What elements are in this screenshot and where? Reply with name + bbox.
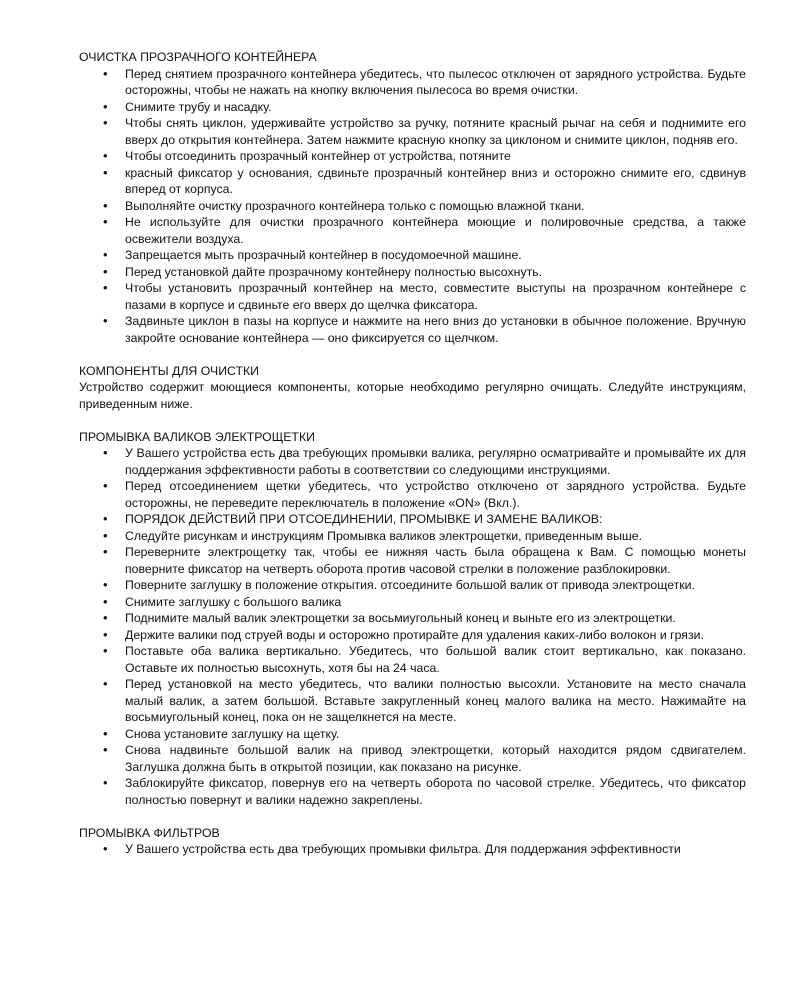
- list-item: • Снова надвиньте большой валик на привод электрощетки, который находится рядом сдвигателем. Заглушка должна быть в открытой позиции, как показано на рисунке.: [79, 742, 746, 775]
- list-item: • Снова установите заглушку на щетку.: [79, 726, 746, 743]
- list-item: • Запрещается мыть прозрачный контейнер в посудомоечной машине.: [79, 247, 746, 264]
- section-filters: [79, 825, 746, 858]
- list-item: • Перед установкой на место убедитесь, что валики полностью высохли. Установите на место сначала малый валик, а затем большой. Вставьте закругленный конец малого валика на место. Нажимайте на восьмиугольный конец, пока он не защелкнется на месте.: [79, 676, 746, 726]
- list-item: • Поставьте оба валика вертикально. Убедитесь, что большой валик стоит вертикально, как показано. Оставьте их полностью высохнуть, хотя бы на 24 часа.: [79, 643, 746, 676]
- section-heading: ПРОМЫВКА ФИЛЬТРОВ: [79, 825, 220, 840]
- list-item: • Задвиньте циклон в пазы на корпусе и нажмите на него вниз до установки в обычное положение. Вручную закройте основание контейнера — оно фиксируется со щелчком.: [79, 313, 746, 346]
- list-item: • Перед снятием прозрачного контейнера убедитесь, что пылесос отключен от зарядного устройства. Будьте осторожны, чтобы не нажать на кнопку включения пылесоса во время очистки.: [79, 66, 746, 99]
- bullet-list: [79, 66, 746, 347]
- section-heading: ПРОМЫВКА ВАЛИКОВ ЭЛЕКТРОЩЕТКИ: [79, 429, 315, 444]
- list-item: • Заблокируйте фиксатор, повернув его на четверть оборота по часовой стрелке. Убедитесь, что фиксатор полностью повернут и валики надежно закреплены.: [79, 775, 746, 808]
- list-item: • Держите валики под струей воды и осторожно протирайте для удаления каких-либо волокон и грязи.: [79, 627, 746, 644]
- list-item: • Чтобы снять циклон, удерживайте устройство за ручку, потяните красный рычаг на себя и поднимите его вверх до открытия контейнера. Затем нажмите красную кнопку за циклоном и снимите циклон, подняв его.: [79, 115, 746, 148]
- list-item: • Перед установкой дайте прозрачному контейнеру полностью высохнуть.: [79, 264, 746, 281]
- document-body: [79, 49, 746, 874]
- list-item: • Переверните электрощетку так, чтобы ее нижняя часть была обращена к Вам. С помощью монеты поверните фиксатор на четверть оборота против часовой стрелки в положение разблокировки.: [79, 544, 746, 577]
- bullet-list: [79, 841, 746, 858]
- list-item: • Чтобы установить прозрачный контейнер на место, совместите выступы на прозрачном контейнере с пазами в корпусе и сдвиньте его вверх до щелчка фиксатора.: [79, 280, 746, 313]
- list-item: • Поверните заглушку в положение открытия. отсоедините большой валик от привода электрощетки.: [79, 577, 746, 594]
- list-item: • Следуйте рисункам и инструкциям Промывка валиков электрощетки, приведенным выше.: [79, 528, 746, 545]
- list-item: • Чтобы отсоединить прозрачный контейнер от устройства, потяните: [79, 148, 746, 165]
- list-item: • Поднимите малый валик электрощетки за восьмиугольный конец и выньте его из электрощетки.: [79, 610, 746, 627]
- list-item: • красный фиксатор у основания, сдвиньте прозрачный контейнер вниз и осторожно снимите его, сдвинув вперед от корпуса.: [79, 165, 746, 198]
- list-item: • ПОРЯДОК ДЕЙСТВИЙ ПРИ ОТСОЕДИНЕНИИ, ПРОМЫВКЕ И ЗАМЕНЕ ВАЛИКОВ:: [79, 511, 746, 528]
- bullet-list: [79, 445, 746, 808]
- list-item: • Не используйте для очистки прозрачного контейнера моющие и полировочные средства, а также освежители воздуха.: [79, 214, 746, 247]
- list-item: • У Вашего устройства есть два требующих промывки валика, регулярно осматривайте и промывайте их для поддержания эффективности работы в соответствии со следующими инструкциями.: [79, 445, 746, 478]
- list-item: • У Вашего устройства есть два требующих промывки фильтра. Для поддержания эффективности: [79, 841, 746, 858]
- list-item: • Перед отсоединением щетки убедитесь, что устройство отключено от зарядного устройства. Будьте осторожны, не переведите переключатель в положение «ON» (Вкл.).: [79, 478, 746, 511]
- section-clear-bin: [79, 49, 746, 346]
- section-heading: КОМПОНЕНТЫ ДЛЯ ОЧИСТКИ: [79, 363, 260, 378]
- list-item: • Снимите заглушку с большого валика: [79, 594, 746, 611]
- list-item: • Снимите трубу и насадку.: [79, 99, 746, 116]
- list-item: • Выполняйте очистку прозрачного контейнера только с помощью влажной ткани.: [79, 198, 746, 215]
- section-brush-rollers: [79, 429, 746, 809]
- section-heading: ОЧИСТКА ПРОЗРАЧНОГО КОНТЕЙНЕРА: [79, 50, 317, 64]
- section-cleaning-components: [79, 363, 746, 413]
- section-paragraph: Устройство содержит моющиеся компоненты, которые необходимо регулярно очищать. Следуйте инструкциям, приведенным ниже.: [79, 380, 746, 411]
